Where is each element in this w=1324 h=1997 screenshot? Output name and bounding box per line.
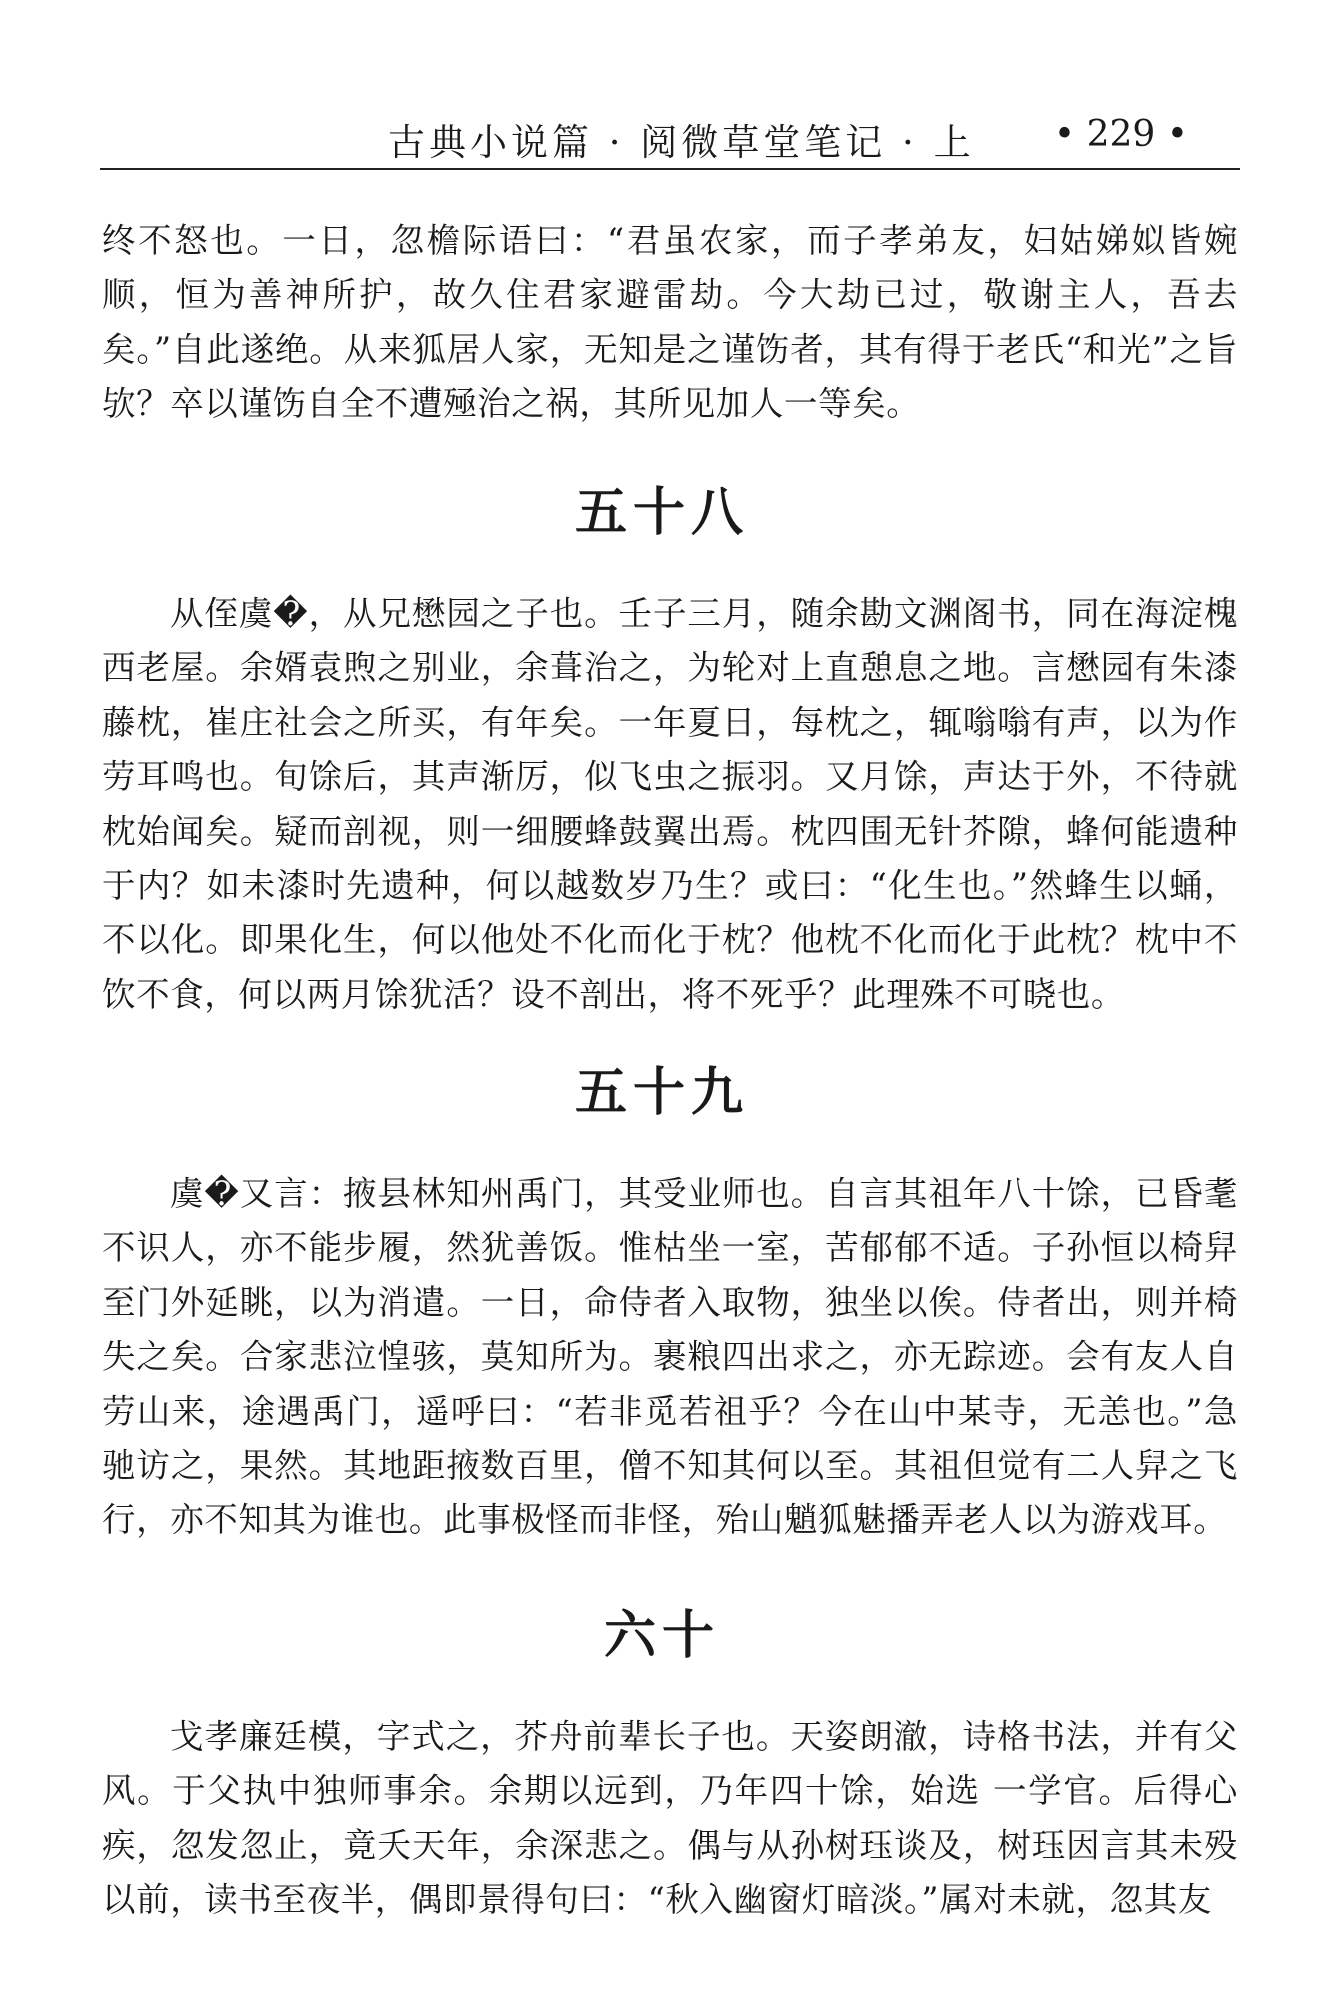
- page-number: • 229 •: [1053, 114, 1188, 155]
- section-heading-60: 六十: [603, 1606, 720, 1666]
- paragraph-section-58: [102, 587, 1238, 1022]
- section-heading-58: 五十八: [574, 483, 749, 543]
- paragraph-section-60: [102, 1710, 1238, 1928]
- paragraph-text: 从侄虞�，从兄懋园之子也。壬子三月，随余勘文渊阁书，同在海淀槐西老屋。余婿袁煦之别业，余葺治之，为轮对上直憩息之地。言懋园有朱漆藤枕，崔庄社会之所买，有年矣。一年夏日，每枕之，辄嗡嗡有声，以为作劳耳鸣也。旬馀后，其声渐厉，似飞虫之振羽。又月馀，声达于外，不待就枕始闻矣。疑而剖视，则一细腰蜂鼓翼出焉。枕四围无针芥隙，蜂何能遗种于内？如未漆时先遗种，何以越数岁乃生？或曰：“化生也。”然蜂生以蛹，不以化。即果化生，何以他处不化而化于枕？他枕不化而化于此枕？枕中不饮不食，何以两月馀犹活？设不剖出，将不死乎？此理殊不可晓也。: [102, 594, 1238, 1014]
- section-heading-59: 五十九: [574, 1063, 749, 1123]
- paragraph-continuation: [102, 214, 1238, 432]
- paragraph-section-59: [102, 1167, 1238, 1548]
- paragraph-text: 戈孝廉廷模，字式之，芥舟前辈长子也。天姿朗澈，诗格书法，并有父风。于父执中独师事余。余期以远到，乃年四十馀，始选 一学官。后得心疾，忽发忽止，竟夭天年，余深悲之。偶与从孙树珏谈及，树珏因言其未殁以前，读书至夜半，偶即景得句曰：“秋入幽窗灯暗淡。”属对未就，忽其友: [102, 1717, 1238, 1920]
- running-header: [100, 108, 1240, 170]
- paragraph-text: 终不怒也。一日，忽檐际语曰：“君虽农家，而子孝弟友，妇姑娣姒皆婉顺，恒为善神所护，故久住君家避雷劫。今大劫已过，敬谢主人，吾去矣。”自此遂绝。从来狐居人家，无知是之谨饬者，其有得于老氏“和光”之旨欤？卒以谨饬自全不遭殛治之祸，其所见加人一等矣。: [102, 221, 1238, 424]
- paragraph-text: 虞�又言：掖县林知州禹门，其受业师也。自言其祖年八十馀，已昏耄不识人，亦不能步履，然犹善饭。惟枯坐一室，苦郁郁不适。子孙恒以椅舁至门外延眺，以为消遣。一日，命侍者入取物，独坐以俟。侍者出，则并椅失之矣。合家悲泣惶骇，莫知所为。裹粮四出求之，亦无踪迹。会有友人自劳山来，途遇禹门，遥呼曰：“若非觅若祖乎？今在山中某寺，无恙也。”急驰访之，果然。其地距掖数百里，僧不知其何以至。其祖但觉有二人舁之飞行，亦不知其为谁也。此事极怪而非怪，殆山魈狐魅播弄老人以为游戏耳。: [102, 1174, 1238, 1540]
- header-title: 古典小说篇 · 阅微草堂笔记 · 上: [388, 121, 975, 164]
